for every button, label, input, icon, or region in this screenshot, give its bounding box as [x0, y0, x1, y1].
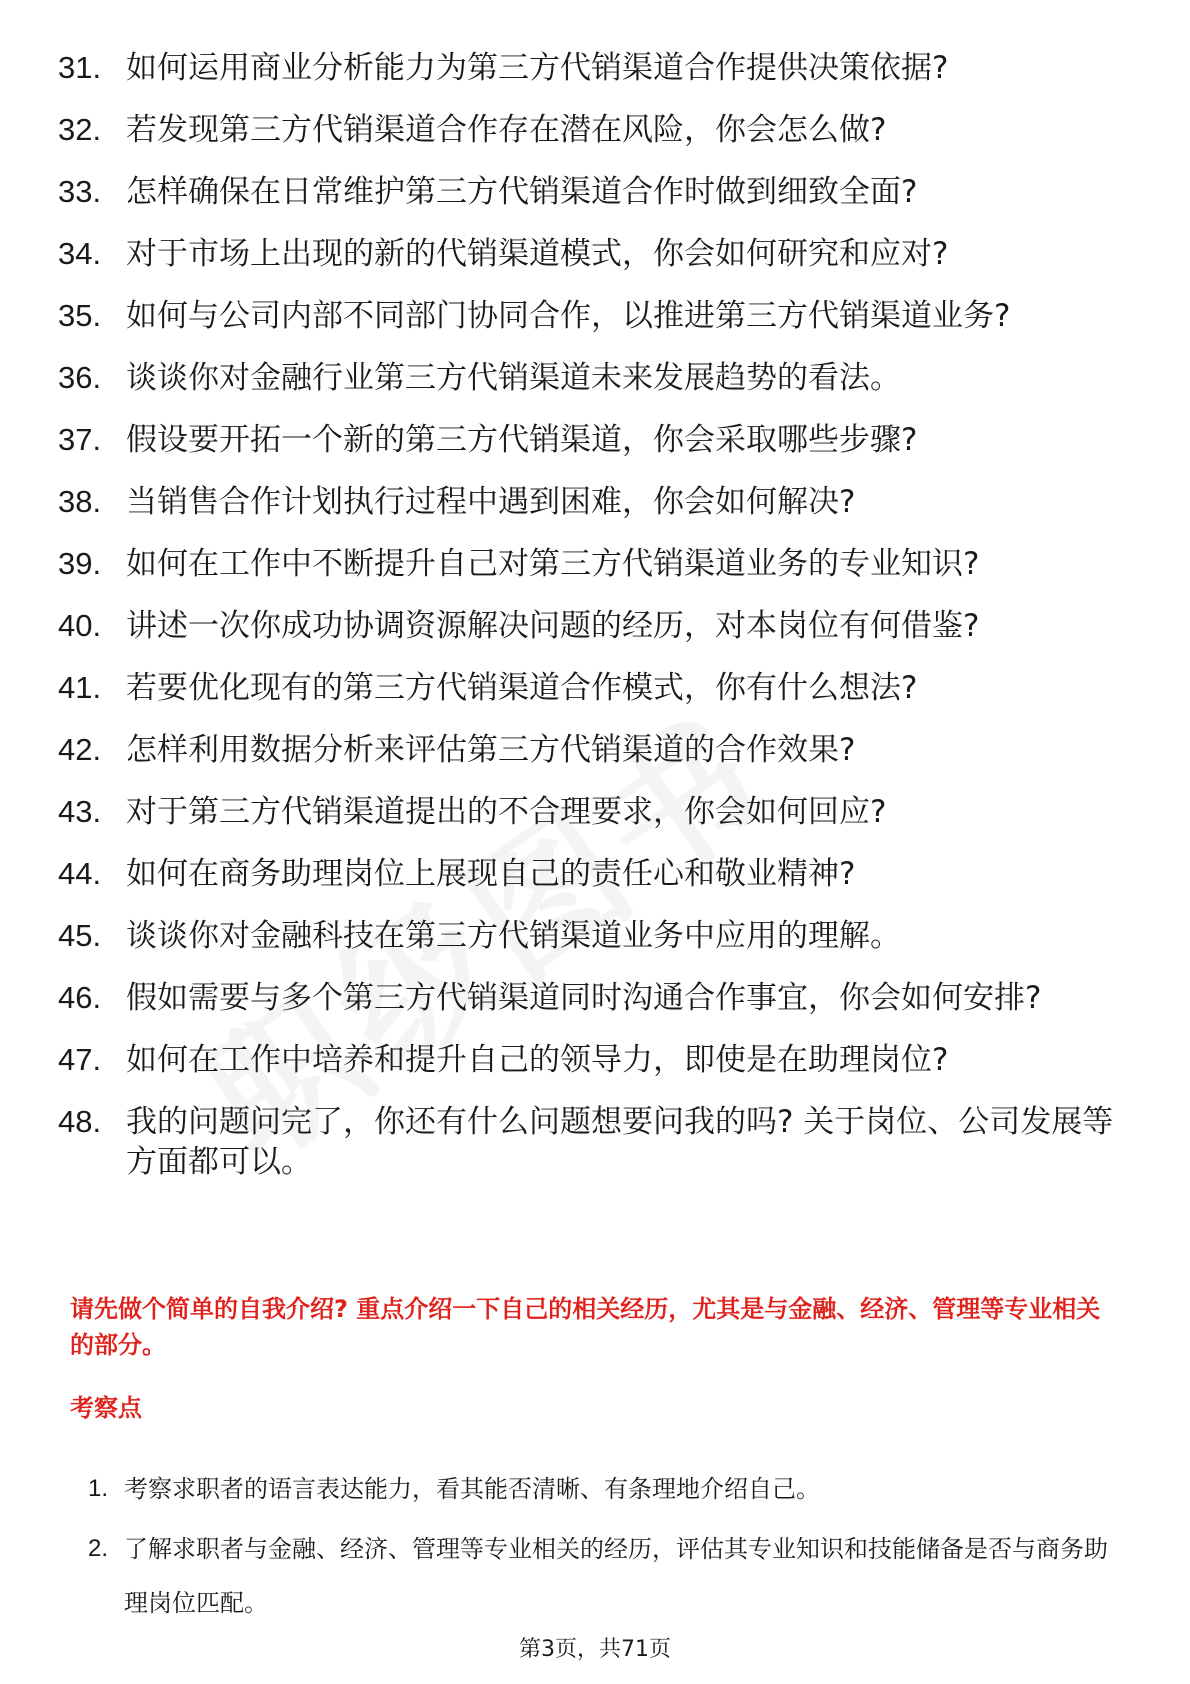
item-text: 我的问题问完了，你还有什么问题想要问我的吗? 关于岗位、公司发展等方面都可以。 [126, 1104, 1114, 1180]
list-item [58, 234, 1118, 274]
question-list [58, 48, 1118, 1204]
list-item [58, 420, 1118, 460]
item-number: 34. [58, 236, 102, 271]
item-text: 怎样利用数据分析来评估第三方代销渠道的合作效果? [126, 732, 856, 768]
list-item [58, 792, 1118, 832]
list-item [88, 1462, 1123, 1516]
item-text: 考察求职者的语言表达能力，看其能否清晰、有条理地介绍自己。 [124, 1475, 820, 1503]
list-item [58, 1040, 1118, 1080]
item-text: 当销售合作计划执行过程中遇到困难，你会如何解决? [126, 484, 856, 520]
item-text: 如何在商务助理岗位上展现自己的责任心和敬业精神? [126, 856, 856, 892]
item-number: 42. [58, 732, 102, 767]
item-number: 36. [58, 360, 102, 395]
item-number: 1. [88, 1475, 109, 1502]
item-number: 35. [58, 298, 102, 333]
item-number: 45. [58, 918, 102, 953]
item-number: 43. [58, 794, 102, 829]
item-text: 假如需要与多个第三方代销渠道同时沟通合作事宜，你会如何安排? [126, 980, 1042, 1016]
item-number: 40. [58, 608, 102, 643]
list-item [58, 854, 1118, 894]
list-item [58, 110, 1118, 150]
list-item [58, 606, 1118, 646]
item-number: 38. [58, 484, 102, 519]
item-text: 如何运用商业分析能力为第三方代销渠道合作提供决策依据? [126, 50, 949, 86]
item-number: 2. [88, 1535, 109, 1562]
item-number: 44. [58, 856, 102, 891]
item-text: 谈谈你对金融科技在第三方代销渠道业务中应用的理解。 [126, 918, 901, 954]
list-item [58, 296, 1118, 336]
item-number: 48. [58, 1104, 102, 1139]
item-text: 对于第三方代销渠道提出的不合理要求，你会如何回应? [126, 794, 887, 830]
list-item [58, 916, 1118, 956]
item-text: 怎样确保在日常维护第三方代销渠道合作时做到细致全面? [126, 174, 918, 210]
points-label: 考察点 [70, 1394, 142, 1422]
item-text: 如何在工作中不断提升自己对第三方代销渠道业务的专业知识? [126, 546, 980, 582]
item-text: 讲述一次你成功协调资源解决问题的经历，对本岗位有何借鉴? [126, 608, 980, 644]
list-item [58, 1102, 1118, 1182]
page-footer: 第3页，共71页 [519, 1637, 671, 1662]
item-number: 32. [58, 112, 102, 147]
item-text: 了解求职者与金融、经济、管理等专业相关的经历，评估其专业知识和技能储备是否与商务助理岗位匹配。 [124, 1535, 1108, 1617]
item-text: 对于市场上出现的新的代销渠道模式，你会如何研究和应对? [126, 236, 949, 272]
list-item [58, 172, 1118, 212]
list-item [58, 730, 1118, 770]
item-number: 47. [58, 1042, 102, 1077]
item-text: 如何与公司内部不同部门协同合作，以推进第三方代销渠道业务? [126, 298, 1011, 334]
item-number: 39. [58, 546, 102, 581]
item-text: 如何在工作中培养和提升自己的领导力，即使是在助理岗位? [126, 1042, 949, 1078]
list-item [58, 668, 1118, 708]
item-number: 41. [58, 670, 102, 705]
item-number: 31. [58, 50, 102, 85]
item-text: 若发现第三方代销渠道合作存在潜在风险，你会怎么做? [126, 112, 887, 148]
item-text: 若要优化现有的第三方代销渠道合作模式，你有什么想法? [126, 670, 918, 706]
item-number: 46. [58, 980, 102, 1015]
item-text: 假设要开拓一个新的第三方代销渠道，你会采取哪些步骤? [126, 422, 918, 458]
list-item [58, 978, 1118, 1018]
list-item [58, 482, 1118, 522]
list-item [58, 358, 1118, 398]
points-list [88, 1462, 1123, 1636]
highlight-question: 请先做个简单的自我介绍? 重点介绍一下自己的相关经历，尤其是与金融、经济、管理等专业相关的部分。 [70, 1295, 1101, 1359]
item-number: 37. [58, 422, 102, 457]
list-item [58, 48, 1118, 88]
item-text: 谈谈你对金融行业第三方代销渠道未来发展趋势的看法。 [126, 360, 901, 396]
item-number: 33. [58, 174, 102, 209]
list-item [58, 544, 1118, 584]
list-item [88, 1522, 1123, 1630]
